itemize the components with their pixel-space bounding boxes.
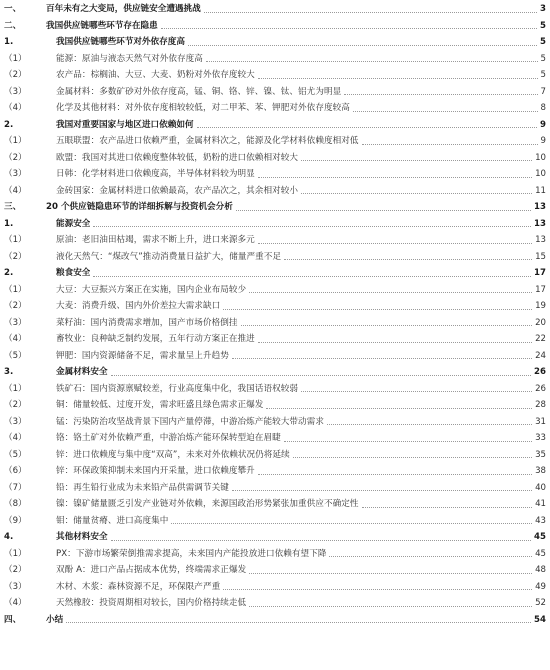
toc-entry-number: 二、 [4, 20, 22, 31]
toc-entry-number: （3） [4, 169, 27, 179]
toc-entry-title: 化学及其他材料：对外依存度相较较低，对二甲苯、苯、钾肥对外依存度较高 [56, 103, 350, 113]
toc-entry-page: 31 [535, 416, 546, 427]
toc-entry-number: （5） [4, 449, 27, 460]
toc-entry[interactable] [4, 282, 546, 299]
toc-leader-dots [362, 144, 538, 145]
toc-entry[interactable] [4, 529, 546, 546]
toc-leader-dots [241, 325, 533, 326]
toc-entry-title: 木材、木浆：森林资源不足，环保限产严重 [56, 581, 221, 592]
toc-entry-number: （1） [4, 284, 27, 295]
toc-entry-title: 我国供应链哪些环节对外依存度高 [56, 37, 185, 47]
toc-leader-dots [93, 226, 531, 227]
toc-entry[interactable] [4, 315, 546, 332]
toc-entry[interactable] [4, 348, 546, 365]
toc-entry-number: （8） [4, 499, 27, 509]
toc-entry-title: 钾肥：国内资源储备不足，需求量呈上升趋势 [56, 350, 229, 361]
toc-entry[interactable] [4, 67, 546, 84]
toc-entry-page: 3 [540, 4, 546, 14]
toc-leader-dots [223, 589, 532, 590]
toc-entry-title: 锌：进口依赖度与集中度“双高”，未来对外依赖状况仍将延续 [56, 449, 290, 460]
toc-leader-dots [223, 309, 532, 310]
toc-entry-page: 48 [535, 565, 546, 575]
toc-entry-number: （2） [4, 152, 27, 163]
toc-entry-title: 我国供应链哪些环节存在隐患 [46, 20, 158, 31]
toc-leader-dots [258, 177, 532, 178]
toc-entry-title: 日韩：化学材料进口依赖度高，半导体材料较为明显 [56, 169, 255, 179]
toc-entry-number: （4） [4, 103, 27, 113]
toc-entry-number: 4. [4, 532, 14, 542]
toc-leader-dots [236, 210, 531, 211]
toc-leader-dots [301, 391, 532, 392]
toc-entry[interactable] [4, 579, 546, 596]
toc-entry-number: （1） [4, 235, 27, 245]
toc-leader-dots [93, 276, 531, 277]
toc-entry-page: 45 [534, 532, 546, 542]
toc-entry-page: 17 [534, 268, 546, 278]
toc-entry-title: 能源安全 [56, 218, 91, 229]
toc-entry[interactable] [4, 546, 546, 563]
toc-entry-number: （4） [4, 598, 27, 608]
toc-entry-title: 铅：再生铅行业成为未来铅产品供需调节关键 [56, 482, 229, 493]
toc-entry-page: 41 [535, 499, 546, 509]
toc-entry-number: （7） [4, 482, 27, 493]
toc-entry-title: 铜：储量较低、过度开发，需求旺盛且绿色需求正爆发 [56, 400, 264, 410]
toc-leader-dots [362, 507, 533, 508]
toc-leader-dots [161, 28, 537, 29]
toc-entry[interactable] [4, 199, 546, 216]
toc-entry-number: （1） [4, 53, 27, 64]
toc-entry-number: 一、 [4, 4, 22, 14]
toc-entry[interactable] [4, 414, 546, 431]
toc-entry-number: （1） [4, 548, 27, 559]
toc-leader-dots [171, 523, 532, 524]
toc-entry[interactable] [4, 1, 546, 18]
toc-entry-number: 3. [4, 367, 14, 377]
toc-entry-number: （3） [4, 317, 27, 328]
toc-entry-page: 13 [535, 235, 546, 245]
toc-entry-number: （2） [4, 400, 27, 410]
toc-entry-page: 11 [535, 185, 546, 196]
toc-entry-number: 2. [4, 268, 14, 278]
toc-leader-dots [232, 358, 532, 359]
toc-entry-page: 19 [535, 301, 546, 311]
toc-entry[interactable] [4, 513, 546, 530]
toc-entry-title: 能源：原油与液态天然气对外依存度高 [56, 53, 203, 64]
toc-entry-title: 锌：环保政策抑制未来国内开采量，进口依赖度攀升 [56, 466, 255, 476]
toc-entry-title: 液化天然气：“煤改气”推动消费量日益扩大，储量严重不足 [56, 251, 282, 262]
toc-entry[interactable] [4, 18, 546, 35]
toc-entry[interactable] [4, 595, 546, 612]
toc-entry[interactable] [4, 364, 546, 381]
toc-leader-dots [206, 61, 538, 62]
toc-entry-title: 畜牧业：良种缺乏制约发展，五年行动方案正在推进 [56, 334, 255, 344]
toc-entry[interactable] [4, 249, 546, 266]
toc-leader-dots [204, 12, 537, 13]
toc-leader-dots [258, 474, 532, 475]
toc-entry[interactable] [4, 150, 546, 167]
toc-entry-page: 49 [535, 581, 546, 592]
toc-entry-number: 四、 [4, 614, 22, 625]
toc-entry-title: 锰：污染防治攻坚战背景下国内产量停滞，中游冶炼产能较大带动需求 [56, 416, 324, 427]
toc-entry-number: （2） [4, 301, 27, 311]
toc-entry-page: 5 [540, 37, 546, 47]
toc-leader-dots [232, 490, 532, 491]
toc-entry[interactable] [4, 397, 546, 414]
toc-leader-dots [284, 441, 532, 442]
toc-entry[interactable] [4, 216, 546, 233]
toc-entry-number: （6） [4, 466, 27, 476]
toc-entry-page: 43 [535, 515, 546, 526]
toc-entry-title: 金属材料：多数矿砂对外依存度高，锰、铜、铬、锌、镍、钛、铝尤为明显 [56, 86, 342, 97]
toc-entry[interactable] [4, 232, 546, 249]
toc-entry[interactable] [4, 562, 546, 579]
toc-entry-page: 26 [535, 383, 546, 394]
toc-leader-dots [111, 375, 531, 376]
toc-entry[interactable] [4, 100, 546, 117]
toc-entry-number: （4） [4, 334, 27, 344]
toc-entry-title: 铬：铬土矿对外依赖严重，中游冶炼产能环保转型迫在眉睫 [56, 433, 281, 443]
toc-leader-dots [353, 111, 538, 112]
toc-entry-title: 天然橡胶：投资周期相对较长，国内价格持续走低 [56, 598, 247, 608]
toc-entry[interactable] [4, 34, 546, 51]
toc-entry-page: 24 [535, 350, 546, 361]
toc-entry-title: 原油：老旧油田枯竭，需求不断上升，进口来源多元 [56, 235, 255, 245]
toc-entry-title: 欧盟：我国对其进口依赖度整体较低，奶粉的进口依赖相对较大 [56, 152, 299, 163]
toc-entry[interactable] [4, 51, 546, 68]
toc-entry-title: 其他材料安全 [56, 532, 108, 542]
toc-entry-title: PX：下游市场繁荣倒推需求提高，未来国内产能投放进口依赖有望下降 [56, 548, 327, 559]
toc-entry-title: 菜籽油：国内消费需求增加，国产市场价格倒挂 [56, 317, 238, 328]
toc-entry-page: 13 [534, 218, 546, 229]
toc-entry[interactable] [4, 381, 546, 398]
toc-entry-title: 大豆：大豆振兴方案正在实施，国内企业布局较少 [56, 284, 247, 295]
toc-leader-dots [258, 243, 532, 244]
toc-entry[interactable] [4, 117, 546, 134]
toc-entry-title: 双酚 A：进口产品占据成本优势，终端需求正爆发 [56, 565, 247, 575]
toc-entry-number: （2） [4, 70, 27, 80]
toc-entry[interactable] [4, 133, 546, 150]
toc-entry-page: 38 [535, 466, 546, 476]
toc-leader-dots [266, 408, 532, 409]
toc-entry-page: 10 [535, 152, 546, 163]
toc-entry-page: 22 [535, 334, 546, 344]
toc-entry-number: 1. [4, 37, 14, 47]
toc-entry-title: 钼：储量贫瘠、进口高度集中 [56, 515, 169, 526]
toc-entry-title: 百年未有之大变局，供应链安全遭遇挑战 [46, 4, 201, 14]
toc-entry[interactable] [4, 447, 546, 464]
toc-leader-dots [188, 45, 537, 46]
toc-entry-page: 9 [540, 119, 546, 130]
toc-entry[interactable] [4, 166, 546, 183]
toc-leader-dots [249, 606, 532, 607]
toc-entry[interactable] [4, 612, 546, 629]
toc-leader-dots [249, 292, 532, 293]
toc-entry-number: （3） [4, 581, 27, 592]
toc-leader-dots [301, 193, 532, 194]
toc-entry-page: 28 [535, 400, 546, 410]
toc-entry-title: 金砖国家：金属材料进口依赖最高，农产品次之，其余相对较小 [56, 185, 299, 196]
toc-leader-dots [327, 424, 532, 425]
toc-entry-number: （1） [4, 383, 27, 394]
toc-entry-page: 8 [540, 103, 546, 113]
toc-entry-page: 40 [535, 482, 546, 493]
toc-entry-page: 52 [535, 598, 546, 608]
toc-leader-dots [344, 94, 537, 95]
toc-entry-number: （3） [4, 416, 27, 427]
toc-entry-page: 5 [540, 20, 546, 31]
toc-entry-title: 五眼联盟：农产品进口依赖严重，金属材料次之，能源及化学材料依赖度相对低 [56, 136, 359, 146]
toc-entry-page: 13 [534, 202, 546, 212]
toc-entry-number: （4） [4, 185, 27, 196]
toc-entry-title: 铁矿石：国内资源禀赋较差，行业高度集中化，我国话语权较弱 [56, 383, 299, 394]
toc-entry-page: 35 [535, 449, 546, 460]
toc-entry-number: （2） [4, 251, 27, 262]
toc-entry[interactable] [4, 496, 546, 513]
toc-entry-title: 金属材料安全 [56, 367, 108, 377]
toc-entry-number: 1. [4, 218, 14, 229]
toc-entry[interactable] [4, 183, 546, 200]
toc-entry[interactable] [4, 463, 546, 480]
toc-entry-page: 7 [540, 86, 546, 97]
toc-leader-dots [293, 457, 532, 458]
toc-leader-dots [284, 259, 532, 260]
toc-entry-title: 小结 [46, 614, 64, 625]
toc-leader-dots [249, 573, 532, 574]
toc-entry-title: 粮食安全 [56, 268, 91, 278]
toc-entry-page: 26 [534, 367, 546, 377]
toc-entry-number: （3） [4, 86, 27, 97]
toc-entry[interactable] [4, 480, 546, 497]
toc-entry-number: （9） [4, 515, 27, 526]
toc-leader-dots [258, 342, 532, 343]
toc-entry-number: 2. [4, 119, 14, 130]
toc-entry-page: 45 [535, 548, 546, 559]
toc-entry[interactable] [4, 265, 546, 282]
toc-leader-dots [329, 556, 532, 557]
toc-entry-number: （4） [4, 433, 27, 443]
toc-entry-title: 镍：镍矿储量匮乏引发产业链对外依赖，来源国政治形势紧张加重供应不确定性 [56, 499, 359, 509]
toc-entry-page: 20 [535, 317, 546, 328]
toc-entry[interactable] [4, 84, 546, 101]
toc-entry-title: 农产品：棕榈油、大豆、大麦、奶粉对外依存度较大 [56, 70, 255, 80]
toc-leader-dots [111, 540, 531, 541]
toc-leader-dots [66, 622, 531, 623]
toc-entry[interactable] [4, 331, 546, 348]
toc-entry-number: （2） [4, 565, 27, 575]
toc-entry-title: 大麦：消费升级、国内外价差拉大需求缺口 [56, 301, 221, 311]
toc-entry-page: 10 [535, 169, 546, 179]
toc-entry-title: 20 个供应链隐患环节的详细拆解与投资机会分析 [46, 202, 233, 212]
toc-entry-page: 54 [534, 614, 546, 625]
toc-entry[interactable] [4, 298, 546, 315]
toc-entry[interactable] [4, 430, 546, 447]
toc-leader-dots [301, 160, 532, 161]
toc-leader-dots [258, 78, 538, 79]
toc-entry-page: 33 [535, 433, 546, 443]
toc-entry-number: （1） [4, 136, 27, 146]
toc-entry-title: 我国对重要国家与地区进口依赖如何 [56, 119, 194, 130]
toc-entry-page: 5 [540, 70, 546, 80]
toc-entry-page: 15 [535, 251, 546, 262]
toc-entry-page: 17 [535, 284, 546, 295]
toc-entry-page: 5 [540, 53, 546, 64]
toc-entry-number: （5） [4, 350, 27, 361]
toc-leader-dots [197, 127, 538, 128]
toc-entry-number: 三、 [4, 202, 22, 212]
toc-entry-page: 9 [540, 136, 546, 146]
